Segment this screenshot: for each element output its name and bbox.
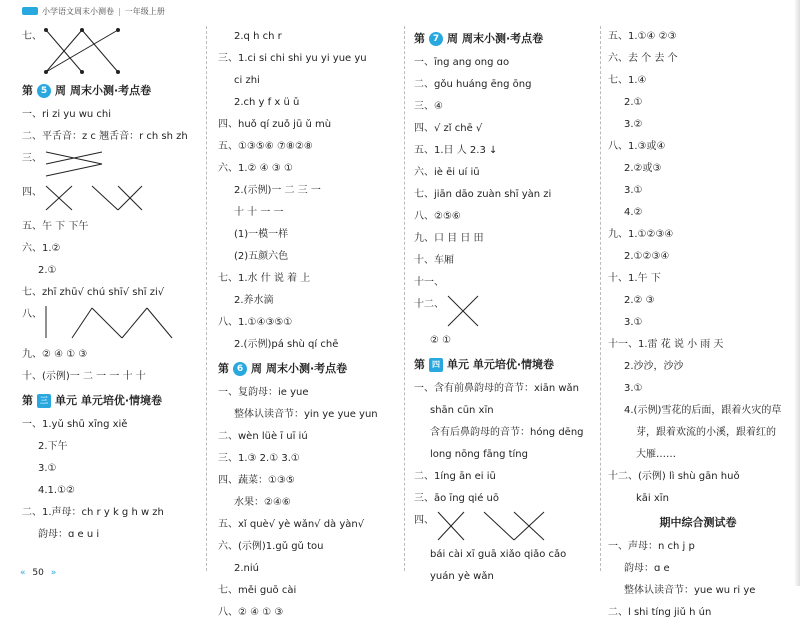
line: 二、wèn lüè ī uī iú bbox=[218, 431, 308, 442]
line: 一、īng ang ong ɑo bbox=[414, 57, 510, 68]
line: 七、1.④ bbox=[608, 75, 647, 86]
week7-heading: 第 7 周 周末小测·考点卷 bbox=[414, 26, 594, 52]
q4b-label: 四、 bbox=[414, 515, 434, 526]
q4b-matching bbox=[414, 510, 594, 544]
header-title: 小学语文周末小测卷 bbox=[42, 6, 114, 16]
line: 4.② bbox=[624, 207, 643, 218]
line: 五、1.①④ ②③ bbox=[608, 31, 677, 42]
line: 大雁…… bbox=[636, 449, 676, 460]
line: ② ① bbox=[430, 335, 452, 346]
q4-label: 四、 bbox=[22, 187, 42, 198]
matching-lines-q4 bbox=[42, 182, 152, 214]
line: 六、(示例)1.gǔ gǔ tou bbox=[218, 541, 324, 552]
unit4-heading: 第 四 单元 单元培优·情境卷 bbox=[414, 352, 594, 378]
column-2 bbox=[218, 26, 398, 624]
next-arrow-icon: » bbox=[50, 568, 57, 578]
line: 二、l shi tíng jiǔ h ún bbox=[608, 607, 712, 618]
matching-lines-q7 bbox=[42, 26, 162, 76]
q12-matching bbox=[414, 294, 594, 330]
column-divider bbox=[206, 26, 207, 571]
line: shān cūn xīn bbox=[430, 405, 494, 416]
line: 十 十 一 一 bbox=[234, 207, 284, 218]
prev-arrow-icon: « bbox=[20, 568, 26, 578]
line: 3.① bbox=[624, 185, 643, 196]
line: kāi xīn bbox=[636, 493, 669, 504]
page-header bbox=[22, 4, 165, 18]
line: 3.① bbox=[624, 317, 643, 328]
unit3-title: 单元 单元培优·情境卷 bbox=[55, 394, 163, 407]
line: 2.② ③ bbox=[624, 295, 655, 306]
line: 2.① bbox=[624, 97, 643, 108]
header-separator: | bbox=[118, 6, 121, 16]
line: 九、口 目 日 田 bbox=[414, 233, 484, 244]
line: ci zhi bbox=[234, 75, 260, 86]
line: 五、①③⑤⑥ ⑦⑧②⑧ bbox=[218, 141, 313, 152]
line: 三、1.ci si chi shi yu yi yue yu bbox=[218, 53, 367, 64]
line: 2.ch y f x ü ǔ bbox=[234, 97, 300, 108]
line: 四、蔬菜：①③⑤ bbox=[218, 475, 295, 486]
line: 2.养水滴 bbox=[234, 295, 274, 306]
line: 五、1.日 人 2.3 ↓ bbox=[414, 145, 498, 156]
line: (1)一模一样 bbox=[234, 229, 289, 240]
line: 3.① bbox=[38, 463, 57, 474]
line: 四、huǒ qí zuǒ jū ǔ mù bbox=[218, 119, 332, 130]
line: 芽，跟着欢流的小溪，跟着红的 bbox=[636, 427, 776, 438]
q8-label: 八、 bbox=[22, 309, 42, 320]
line: 五、午 下 下午 bbox=[22, 221, 89, 232]
unit3-heading: 第 三 单元 单元培优·情境卷 bbox=[22, 388, 202, 414]
unit4-tag: 四 bbox=[429, 358, 443, 372]
line: 整体认读音节：yin ye yue yun bbox=[234, 409, 378, 420]
line: 三、④ bbox=[414, 101, 443, 112]
line: 2.niú bbox=[234, 563, 259, 574]
line: 六、1.② bbox=[22, 243, 61, 254]
line: 七、jiān dāo zuàn shī yàn zi bbox=[414, 189, 552, 200]
q3-label: 三、 bbox=[22, 153, 42, 164]
line: 一、声母：n ch j p bbox=[608, 541, 695, 552]
matching-lines-q3 bbox=[42, 148, 122, 180]
week6-heading: 第 6 周 周末小测·考点卷 bbox=[218, 356, 398, 382]
matching-lines-q8 bbox=[42, 304, 182, 342]
line: 七、zhī zhū√ chú shī√ shī zi√ bbox=[22, 287, 165, 298]
line: 4.1.①② bbox=[38, 485, 76, 496]
week6-number: 6 bbox=[233, 362, 247, 376]
header-grade: 一年级上册 bbox=[124, 6, 165, 16]
line: bái cài xī guā xiǎo qiǎo cǎo bbox=[430, 549, 567, 560]
line: 韵母：ɑ e bbox=[624, 563, 670, 574]
line: 十、1.午 下 bbox=[608, 273, 661, 284]
line: 十一、1.雷 花 说 小 雨 天 bbox=[608, 339, 724, 350]
line: 2.(示例)pá shù qí chē bbox=[234, 339, 339, 350]
page-footer bbox=[20, 568, 56, 578]
line: 七、1.水 什 说 着 上 bbox=[218, 273, 311, 284]
week6-title: 周末小测·考点卷 bbox=[266, 362, 348, 375]
midterm-title: 期中综合测试卷 bbox=[659, 516, 737, 529]
line: 2.沙沙，沙沙 bbox=[624, 361, 684, 372]
line: 2.q h ch r bbox=[234, 31, 282, 42]
column-4 bbox=[608, 26, 788, 624]
line: 六、1.② ④ ③ ① bbox=[218, 163, 293, 174]
column-3 bbox=[414, 26, 594, 588]
column-divider bbox=[404, 26, 405, 571]
column-divider bbox=[600, 26, 601, 571]
line: 八、②⑤⑥ bbox=[414, 211, 461, 222]
line: 二、平舌音：z c 翘舌音：r ch sh zh bbox=[22, 131, 188, 142]
line: 六、iè ēi uí iū bbox=[414, 167, 480, 178]
line: long nōng fāng tíng bbox=[430, 449, 528, 460]
line: 十、(示例)一 二 一 一 十 十 bbox=[22, 371, 146, 382]
q8-matching bbox=[22, 304, 202, 344]
page-edge-shadow bbox=[794, 0, 800, 586]
line: 2.① bbox=[38, 265, 57, 276]
line: 八、1.③或④ bbox=[608, 141, 666, 152]
line: (2)五颜六色 bbox=[234, 251, 289, 262]
line: 三、1.③ 2.① 3.① bbox=[218, 453, 300, 464]
line: 含有后鼻韵母的音节：hóng dēng bbox=[430, 427, 584, 438]
page-number: 50 bbox=[32, 568, 44, 578]
line: 三、āo īng qié uō bbox=[414, 493, 499, 504]
line: 六、去 个 去 个 bbox=[608, 53, 678, 64]
unit4-title: 单元 单元培优·情境卷 bbox=[447, 358, 555, 371]
q3-matching bbox=[22, 148, 202, 182]
q7-label: 七、 bbox=[22, 31, 42, 42]
matching-lines-q4b bbox=[434, 510, 584, 542]
line: 二、1íng ān ei iū bbox=[414, 471, 496, 482]
line: 3.② bbox=[624, 119, 643, 130]
line: 2.①②③④ bbox=[624, 251, 670, 262]
line: 整体认读音节：yue wu ri ye bbox=[624, 585, 756, 596]
line: 九、1.①②③④ bbox=[608, 229, 674, 240]
week7-number: 7 bbox=[429, 32, 443, 46]
week5-title: 周末小测·考点卷 bbox=[70, 84, 152, 97]
line: 八、1.①④③⑤① bbox=[218, 317, 293, 328]
line: 2.下午 bbox=[38, 441, 68, 452]
line: yuán yè wǎn bbox=[430, 571, 494, 582]
line: 十、车厢 bbox=[414, 255, 454, 266]
unit3-tag: 三 bbox=[37, 394, 51, 408]
line: 七、měi guō cài bbox=[218, 585, 297, 596]
line: 2.(示例)一 二 三 一 bbox=[234, 185, 321, 196]
line: 四、√ zǐ chē √ bbox=[414, 123, 483, 134]
line: 二、gǒu huáng ēng ōng bbox=[414, 79, 532, 90]
line: 十一、 bbox=[414, 277, 444, 288]
line: 2.②或③ bbox=[624, 163, 662, 174]
line: 一、含有前鼻韵母的音节：xiān wǎn bbox=[414, 383, 579, 394]
q4-matching bbox=[22, 182, 202, 216]
line: 二、1.声母：ch r y k g h w zh bbox=[22, 507, 164, 518]
q7-matching bbox=[22, 26, 202, 78]
column-1 bbox=[22, 26, 202, 546]
q12-label: 十二、 bbox=[414, 299, 444, 310]
week5-heading: 第 5 周 周末小测·考点卷 bbox=[22, 78, 202, 104]
line: 水果：②④⑥ bbox=[234, 497, 291, 508]
line: 4.(示例)雪花的后面，跟着火灾的草 bbox=[624, 405, 782, 416]
line: 3.① bbox=[624, 383, 643, 394]
line: 一、复韵母：ie yue bbox=[218, 387, 309, 398]
week5-number: 5 bbox=[37, 84, 51, 98]
matching-lines-q12 bbox=[444, 294, 484, 328]
line: 九、② ④ ① ③ bbox=[22, 349, 88, 360]
line: 八、② ④ ① ③ bbox=[218, 607, 284, 618]
line: 十二、(示例) lì shù gān huǒ bbox=[608, 471, 740, 482]
line: 一、ri zi yu wu chi bbox=[22, 109, 112, 120]
week7-title: 周末小测·考点卷 bbox=[462, 32, 544, 45]
brand-logo bbox=[22, 7, 38, 15]
line: 一、1.yǔ shū xīng xiě bbox=[22, 419, 128, 430]
line: 韵母：ɑ e u i bbox=[38, 529, 100, 540]
line: 五、xǐ què√ yè wǎn√ dà yàn√ bbox=[218, 519, 365, 530]
